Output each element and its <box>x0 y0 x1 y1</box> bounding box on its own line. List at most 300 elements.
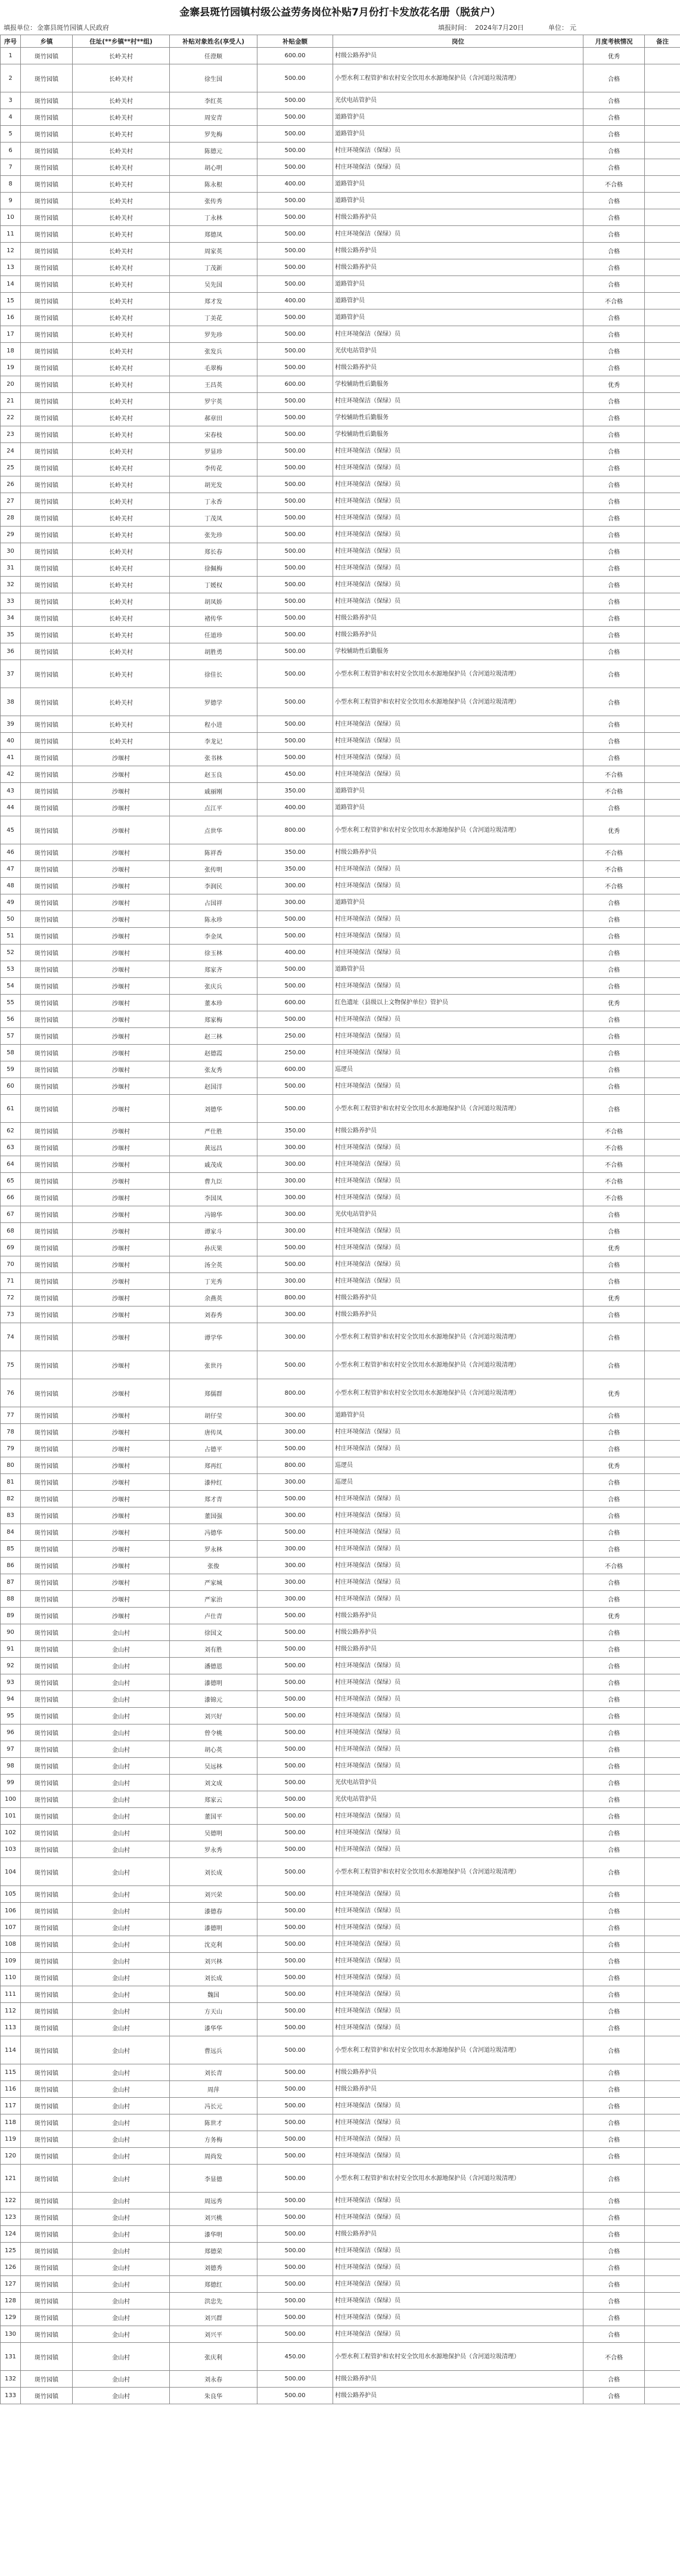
remark <box>645 2064 680 2081</box>
subsidy-amount: 300.00 <box>257 1173 333 1190</box>
post: 光伏电站管护员 <box>333 92 583 109</box>
column-header: 补贴对象姓名(享受人) <box>170 35 257 48</box>
table-row <box>1 627 680 643</box>
subsidy-amount: 400.00 <box>257 176 333 193</box>
post: 道路管护员 <box>333 783 583 800</box>
subsidy-amount: 500.00 <box>257 978 333 995</box>
subsidy-amount: 500.00 <box>257 750 333 766</box>
recipient-name: 严仕胜 <box>170 1123 257 1140</box>
subsidy-amount: 500.00 <box>257 2064 333 2081</box>
remark <box>645 543 680 560</box>
recipient-name: 郑才青 <box>170 1491 257 1507</box>
township: 斑竹园镇 <box>21 2388 73 2404</box>
table-row <box>1 1061 680 1078</box>
assessment-result: 合格 <box>583 1011 645 1028</box>
table-row <box>1 443 680 460</box>
post: 村庄环境保洁（保绿）员 <box>333 766 583 783</box>
row-index: 62 <box>1 1123 21 1140</box>
recipient-name: 吴先国 <box>170 276 257 293</box>
township: 斑竹园镇 <box>21 1919 73 1936</box>
post: 村庄环境保洁（保绿）员 <box>333 1658 583 1674</box>
subsidy-amount: 500.00 <box>257 2114 333 2131</box>
post: 村级公路养护员 <box>333 627 583 643</box>
table-row <box>1 1045 680 1061</box>
subsidy-amount: 500.00 <box>257 2081 333 2098</box>
remark <box>645 2003 680 2020</box>
row-index: 69 <box>1 1240 21 1256</box>
assessment-result: 合格 <box>583 259 645 276</box>
remark <box>645 2131 680 2148</box>
post: 村庄环境保洁（保绿）员 <box>333 159 583 176</box>
row-index: 15 <box>1 293 21 309</box>
remark <box>645 844 680 861</box>
row-index: 33 <box>1 593 21 610</box>
address: 金山村 <box>73 2036 170 2064</box>
recipient-name: 戚茂成 <box>170 1156 257 1173</box>
township: 斑竹园镇 <box>21 193 73 209</box>
assessment-result: 合格 <box>583 1507 645 1524</box>
remark <box>645 64 680 92</box>
subsidy-amount: 500.00 <box>257 733 333 750</box>
post: 村庄环境保洁（保绿）员 <box>333 1808 583 1825</box>
row-index: 98 <box>1 1758 21 1775</box>
post: 村庄环境保洁（保绿）员 <box>333 1028 583 1045</box>
table-row <box>1 48 680 64</box>
post: 村庄环境保洁（保绿）员 <box>333 978 583 995</box>
row-index: 58 <box>1 1045 21 1061</box>
address: 金山村 <box>73 1624 170 1641</box>
recipient-name: 张庆兵 <box>170 978 257 995</box>
remark <box>645 1591 680 1608</box>
post: 道路管护员 <box>333 894 583 911</box>
row-index: 91 <box>1 1641 21 1658</box>
remark <box>645 1028 680 1045</box>
post: 村庄环境保洁（保绿）员 <box>333 1223 583 1240</box>
township: 斑竹园镇 <box>21 750 73 766</box>
row-index: 8 <box>1 176 21 193</box>
recipient-name: 余燕英 <box>170 1290 257 1306</box>
remark <box>645 1674 680 1691</box>
recipient-name: 刘有胜 <box>170 1641 257 1658</box>
assessment-result: 合格 <box>583 109 645 126</box>
post: 道路管护员 <box>333 293 583 309</box>
table-row <box>1 476 680 493</box>
table-row <box>1 1986 680 2003</box>
subsidy-amount: 300.00 <box>257 1407 333 1424</box>
row-index: 3 <box>1 92 21 109</box>
row-index: 74 <box>1 1323 21 1351</box>
remark <box>645 861 680 878</box>
recipient-name: 方天山 <box>170 2003 257 2020</box>
township: 斑竹园镇 <box>21 1078 73 1095</box>
township: 斑竹园镇 <box>21 1858 73 1886</box>
subsidy-amount: 800.00 <box>257 1457 333 1474</box>
recipient-name: 刘长青 <box>170 2064 257 2081</box>
post: 村庄环境保洁（保绿）员 <box>333 1574 583 1591</box>
remark <box>645 426 680 443</box>
township: 斑竹园镇 <box>21 1574 73 1591</box>
recipient-name: 刘文成 <box>170 1775 257 1791</box>
township: 斑竹园镇 <box>21 64 73 92</box>
assessment-result: 不合格 <box>583 293 645 309</box>
remark <box>645 1457 680 1474</box>
address: 长岭关村 <box>73 393 170 410</box>
table-row <box>1 1591 680 1608</box>
address: 沙堰村 <box>73 750 170 766</box>
table-row <box>1 527 680 543</box>
township: 斑竹园镇 <box>21 1608 73 1624</box>
date-value: 2024年7月20日 <box>475 24 524 32</box>
township: 斑竹园镇 <box>21 393 73 410</box>
table-row <box>1 209 680 226</box>
remark <box>645 1240 680 1256</box>
township: 斑竹园镇 <box>21 1190 73 1206</box>
address: 金山村 <box>73 1775 170 1791</box>
post: 村级公路养护员 <box>333 243 583 259</box>
assessment-result: 合格 <box>583 309 645 326</box>
township: 斑竹园镇 <box>21 1011 73 1028</box>
row-index: 110 <box>1 1970 21 1986</box>
remark <box>645 493 680 510</box>
row-index: 126 <box>1 2259 21 2276</box>
assessment-result: 合格 <box>583 1841 645 1858</box>
table-row <box>1 2371 680 2388</box>
document-title: 金寨县斑竹园镇村级公益劳务岗位补贴7月份打卡发放花名册（脱贫户） <box>179 7 501 18</box>
address: 长岭关村 <box>73 64 170 92</box>
subsidy-amount: 500.00 <box>257 510 333 527</box>
assessment-result: 合格 <box>583 64 645 92</box>
table-row <box>1 2343 680 2371</box>
recipient-name: 郑再红 <box>170 1457 257 1474</box>
recipient-name: 张先珍 <box>170 527 257 543</box>
address: 沙堰村 <box>73 1140 170 1156</box>
address: 金山村 <box>73 2309 170 2326</box>
assessment-result: 不合格 <box>583 1156 645 1173</box>
remark <box>645 243 680 259</box>
table-body <box>1 48 680 2404</box>
table-row <box>1 800 680 816</box>
post: 村庄环境保洁（保绿）员 <box>333 2148 583 2165</box>
table-row <box>1 1173 680 1190</box>
subsidy-amount: 500.00 <box>257 1240 333 1256</box>
address: 沙堰村 <box>73 1190 170 1206</box>
post: 小型水利工程管护和农村安全饮用水水源地保护员（含河道垃圾清理） <box>333 660 583 688</box>
township: 斑竹园镇 <box>21 2165 73 2193</box>
remark <box>645 1156 680 1173</box>
remark <box>645 643 680 660</box>
address: 金山村 <box>73 1741 170 1758</box>
unit-name: 金寨县斑竹园镇人民政府 <box>37 24 109 32</box>
township: 斑竹园镇 <box>21 293 73 309</box>
post: 村级公路养护员 <box>333 1624 583 1641</box>
address: 长岭关村 <box>73 193 170 209</box>
assessment-result: 不合格 <box>583 844 645 861</box>
recipient-name: 卢仕青 <box>170 1608 257 1624</box>
row-index: 67 <box>1 1206 21 1223</box>
address: 金山村 <box>73 2064 170 2081</box>
subsidy-amount: 500.00 <box>257 593 333 610</box>
subsidy-amount: 300.00 <box>257 1507 333 1524</box>
recipient-name: 李显德 <box>170 2165 257 2193</box>
row-index: 64 <box>1 1156 21 1173</box>
table-row <box>1 143 680 159</box>
address: 长岭关村 <box>73 527 170 543</box>
township: 斑竹园镇 <box>21 1123 73 1140</box>
township: 斑竹园镇 <box>21 1491 73 1507</box>
assessment-result: 合格 <box>583 493 645 510</box>
recipient-name: 刘兴好 <box>170 1708 257 1724</box>
post: 村庄环境保洁（保绿）员 <box>333 1541 583 1558</box>
table-row <box>1 1441 680 1457</box>
unit-label: 填报单位： <box>4 24 36 32</box>
table-row <box>1 1424 680 1441</box>
post: 小型水利工程管护和农村安全饮用水水源地保护员（含河道垃圾清理） <box>333 2036 583 2064</box>
table-row <box>1 1351 680 1379</box>
row-index: 39 <box>1 716 21 733</box>
remark <box>645 1919 680 1936</box>
subsidy-amount: 600.00 <box>257 376 333 393</box>
column-header: 备注 <box>645 35 680 48</box>
table-row <box>1 243 680 259</box>
subsidy-amount: 500.00 <box>257 610 333 627</box>
township: 斑竹园镇 <box>21 1045 73 1061</box>
row-index: 26 <box>1 476 21 493</box>
assessment-result: 合格 <box>583 92 645 109</box>
table-row <box>1 750 680 766</box>
recipient-name: 陈世才 <box>170 2114 257 2131</box>
address: 金山村 <box>73 1641 170 1658</box>
row-index: 101 <box>1 1808 21 1825</box>
recipient-name: 周家英 <box>170 243 257 259</box>
remark <box>645 627 680 643</box>
table-row <box>1 2309 680 2326</box>
assessment-result: 不合格 <box>583 1558 645 1574</box>
remark <box>645 2209 680 2226</box>
address: 长岭关村 <box>73 510 170 527</box>
column-header: 岗位 <box>333 35 583 48</box>
post: 村庄环境保洁（保绿）员 <box>333 527 583 543</box>
remark <box>645 1658 680 1674</box>
post: 村庄环境保洁（保绿）员 <box>333 2020 583 2036</box>
post: 小型水利工程管护和农村安全饮用水水源地保护员（含河道垃圾清理） <box>333 1351 583 1379</box>
table-row <box>1 1123 680 1140</box>
address: 金山村 <box>73 1936 170 1953</box>
row-index: 79 <box>1 1441 21 1457</box>
subsidy-amount: 500.00 <box>257 560 333 577</box>
table-row <box>1 2148 680 2165</box>
table-row <box>1 1011 680 1028</box>
recipient-name: 周远秀 <box>170 2193 257 2209</box>
recipient-name: 陈祥香 <box>170 844 257 861</box>
table-row <box>1 1919 680 1936</box>
township: 斑竹园镇 <box>21 1624 73 1641</box>
remark <box>645 593 680 610</box>
assessment-result: 合格 <box>583 2036 645 2064</box>
remark <box>645 259 680 276</box>
assessment-result: 合格 <box>583 1691 645 1708</box>
remark <box>645 360 680 376</box>
recipient-name: 潘德恩 <box>170 1658 257 1674</box>
assessment-result: 优秀 <box>583 1240 645 1256</box>
table-row <box>1 259 680 276</box>
township: 斑竹园镇 <box>21 1775 73 1791</box>
table-row <box>1 961 680 978</box>
recipient-name: 漆仲红 <box>170 1474 257 1491</box>
row-index: 111 <box>1 1986 21 2003</box>
address: 长岭关村 <box>73 376 170 393</box>
table-row <box>1 660 680 688</box>
table-row <box>1 2131 680 2148</box>
assessment-result: 合格 <box>583 1424 645 1441</box>
subsidy-amount: 500.00 <box>257 326 333 343</box>
assessment-result: 不合格 <box>583 1140 645 1156</box>
remark <box>645 766 680 783</box>
post: 村庄环境保洁（保绿）员 <box>333 1424 583 1441</box>
post: 村级公路养护员 <box>333 48 583 64</box>
township: 斑竹园镇 <box>21 928 73 945</box>
assessment-result: 合格 <box>583 460 645 476</box>
table-row <box>1 1674 680 1691</box>
address: 金山村 <box>73 2343 170 2371</box>
table-row <box>1 783 680 800</box>
table-row <box>1 2165 680 2193</box>
subsidy-amount: 500.00 <box>257 2020 333 2036</box>
row-index: 131 <box>1 2343 21 2371</box>
row-index: 113 <box>1 2020 21 2036</box>
address: 沙堰村 <box>73 1306 170 1323</box>
row-index: 125 <box>1 2243 21 2259</box>
subsidy-amount: 500.00 <box>257 688 333 716</box>
remark <box>645 783 680 800</box>
remark <box>645 2243 680 2259</box>
township: 斑竹园镇 <box>21 610 73 627</box>
row-index: 84 <box>1 1524 21 1541</box>
address: 沙堰村 <box>73 911 170 928</box>
row-index: 90 <box>1 1624 21 1641</box>
assessment-result: 不合格 <box>583 1173 645 1190</box>
township: 斑竹园镇 <box>21 493 73 510</box>
table-row <box>1 577 680 593</box>
table-row <box>1 1240 680 1256</box>
subsidy-amount: 500.00 <box>257 109 333 126</box>
assessment-result: 合格 <box>583 1641 645 1658</box>
row-index: 14 <box>1 276 21 293</box>
township: 斑竹园镇 <box>21 593 73 610</box>
address: 长岭关村 <box>73 627 170 643</box>
township: 斑竹园镇 <box>21 243 73 259</box>
post: 村级公路养护员 <box>333 1306 583 1323</box>
subsidy-amount: 500.00 <box>257 1825 333 1841</box>
township: 斑竹园镇 <box>21 376 73 393</box>
post: 光伏电站管护员 <box>333 1206 583 1223</box>
remark <box>645 1123 680 1140</box>
table-row <box>1 510 680 527</box>
assessment-result: 合格 <box>583 2388 645 2404</box>
row-index: 12 <box>1 243 21 259</box>
address: 长岭关村 <box>73 643 170 660</box>
table-row <box>1 376 680 393</box>
assessment-result: 合格 <box>583 961 645 978</box>
post: 道路管护员 <box>333 126 583 143</box>
table-row <box>1 2064 680 2081</box>
assessment-result: 合格 <box>583 1624 645 1641</box>
document-meta <box>0 23 680 33</box>
remark <box>645 2098 680 2114</box>
row-index: 49 <box>1 894 21 911</box>
recipient-name: 张俊 <box>170 1558 257 1574</box>
assessment-result: 优秀 <box>583 995 645 1011</box>
table-row <box>1 945 680 961</box>
assessment-result: 合格 <box>583 1323 645 1351</box>
assessment-result: 合格 <box>583 1028 645 1045</box>
row-index: 87 <box>1 1574 21 1591</box>
address: 沙堰村 <box>73 1173 170 1190</box>
subsidy-amount: 500.00 <box>257 1775 333 1791</box>
post: 村庄环境保洁（保绿）员 <box>333 878 583 894</box>
subsidy-amount: 500.00 <box>257 2098 333 2114</box>
address: 金山村 <box>73 2371 170 2388</box>
remark <box>645 1474 680 1491</box>
subsidy-amount: 500.00 <box>257 1691 333 1708</box>
recipient-name: 胡胜勇 <box>170 643 257 660</box>
assessment-result: 合格 <box>583 2020 645 2036</box>
subsidy-amount: 500.00 <box>257 443 333 460</box>
recipient-name: 周萍 <box>170 2081 257 2098</box>
recipient-name: 谭家斗 <box>170 1223 257 1240</box>
post: 道路管护员 <box>333 961 583 978</box>
table-row <box>1 560 680 577</box>
recipient-name: 徐生国 <box>170 64 257 92</box>
subsidy-amount: 500.00 <box>257 143 333 159</box>
subsidy-amount: 500.00 <box>257 159 333 176</box>
recipient-name: 刘德华 <box>170 1095 257 1123</box>
table-row <box>1 1903 680 1919</box>
address: 金山村 <box>73 1808 170 1825</box>
township: 斑竹园镇 <box>21 1658 73 1674</box>
recipient-name: 点世华 <box>170 816 257 844</box>
table-row <box>1 126 680 143</box>
subsidy-amount: 250.00 <box>257 1045 333 1061</box>
assessment-result: 不合格 <box>583 1123 645 1140</box>
row-index: 38 <box>1 688 21 716</box>
address: 沙堰村 <box>73 1351 170 1379</box>
township: 斑竹园镇 <box>21 1691 73 1708</box>
subsidy-amount: 600.00 <box>257 995 333 1011</box>
address: 沙堰村 <box>73 1095 170 1123</box>
row-index: 35 <box>1 627 21 643</box>
post: 道路管护员 <box>333 109 583 126</box>
subsidy-amount: 500.00 <box>257 2148 333 2165</box>
row-index: 92 <box>1 1658 21 1674</box>
post: 村级公路养护员 <box>333 2371 583 2388</box>
remark <box>645 1691 680 1708</box>
address: 金山村 <box>73 1953 170 1970</box>
township: 斑竹园镇 <box>21 560 73 577</box>
township: 斑竹园镇 <box>21 443 73 460</box>
remark <box>645 2193 680 2209</box>
address: 沙堰村 <box>73 1256 170 1273</box>
column-header: 住址(**乡镇**村**组) <box>73 35 170 48</box>
remark <box>645 1140 680 1156</box>
township: 斑竹园镇 <box>21 2259 73 2276</box>
remark <box>645 1045 680 1061</box>
post: 村庄环境保洁（保绿）员 <box>333 226 583 243</box>
address: 沙堰村 <box>73 766 170 783</box>
subsidy-amount: 300.00 <box>257 1574 333 1591</box>
remark <box>645 928 680 945</box>
table-row <box>1 343 680 360</box>
recipient-name: 罗宇英 <box>170 393 257 410</box>
